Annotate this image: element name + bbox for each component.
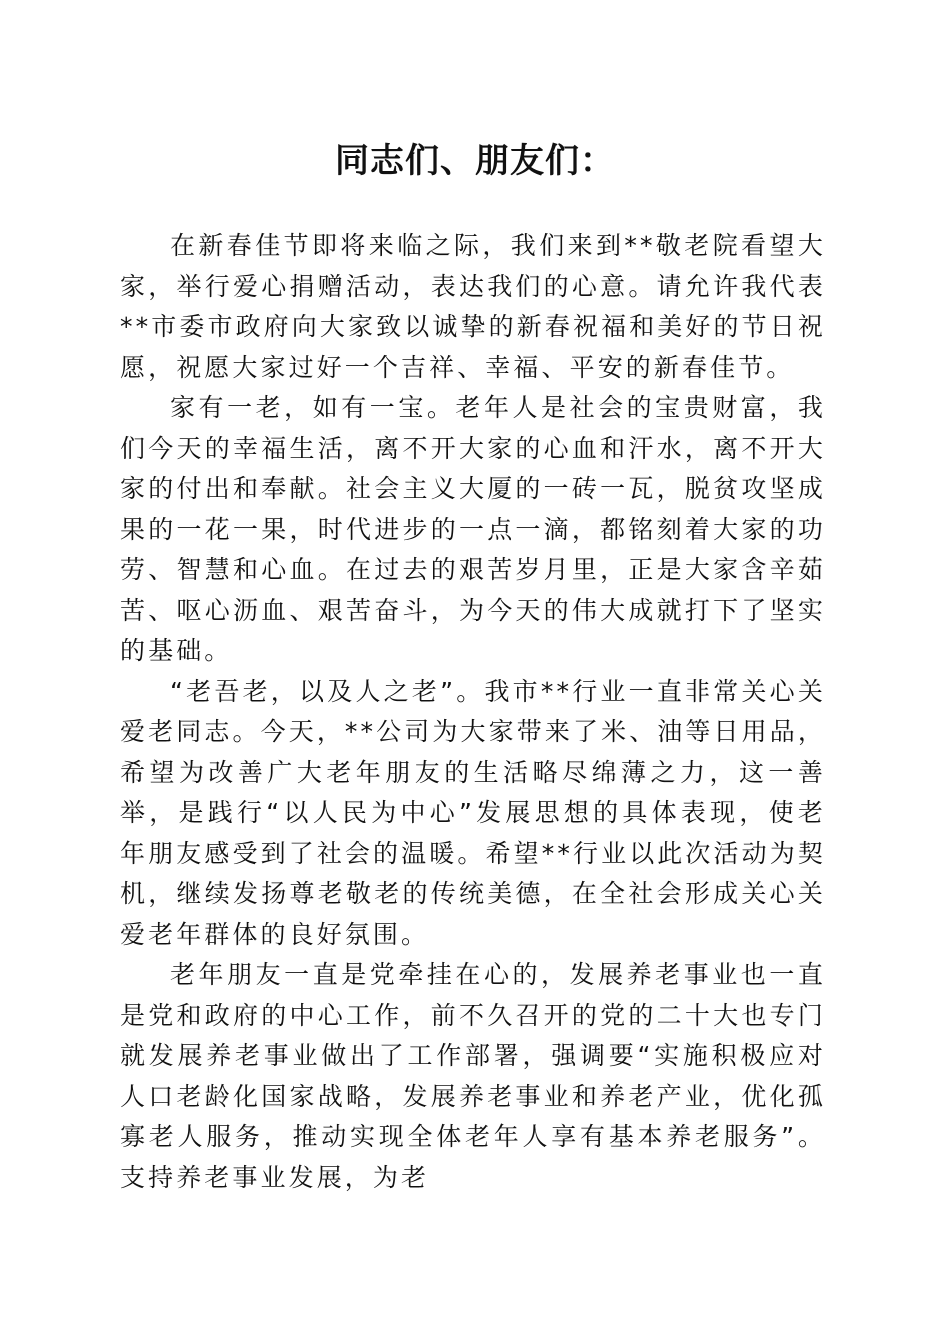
paragraph-3: “老吾老，以及人之老”。我市**行业一直非常关心关爱老同志。今天，**公司为大家带来了米、油等日用品，希望为改善广大老年朋友的生活略尽绵薄之力，这一善举，是践行“以人民为中心”发展思想的具体表现，使老年朋友感受到了社会的温暖。希望**行业以此次活动为契机，继续发扬尊老敬老的传统美德，在全社会形成关心关爱老年群体的良好氛围。 bbox=[120, 676, 826, 949]
page-title: 同志们、朋友们： bbox=[335, 141, 615, 181]
paragraph-4: 老年朋友一直是党牵挂在心的，发展养老事业也一直是党和政府的中心工作，前不久召开的党的二十大也专门就发展养老事业做出了工作部署，强调要“实施积极应对人口老龄化国家战略，发展养老事业和养老产业，优化孤寡老人服务，推动实现全体老年人享有基本养老服务”。支持养老事业发展，为老 bbox=[120, 960, 826, 1192]
paragraph-1: 在新春佳节即将来临之际，我们来到**敬老院看望大家，举行爱心捐赠活动，表达我们的心意。请允许我代表**市委市政府向大家致以诚挚的新春祝福和美好的节日祝愿，祝愿大家过好一个吉祥、幸福、平安的新春佳节。 bbox=[120, 231, 826, 382]
document-body bbox=[120, 226, 826, 1198]
paragraph-2: 家有一老，如有一宝。老年人是社会的宝贵财富，我们今天的幸福生活，离不开大家的心血和汗水，离不开大家的付出和奉献。社会主义大厦的一砖一瓦，脱贫攻坚成果的一花一果，时代进步的一点一滴，都铭刻着大家的功劳、智慧和心血。在过去的艰苦岁月里，正是大家含辛茹苦、呕心沥血、艰苦奋斗，为今天的伟大成就打下了坚实的基础。 bbox=[120, 393, 826, 665]
